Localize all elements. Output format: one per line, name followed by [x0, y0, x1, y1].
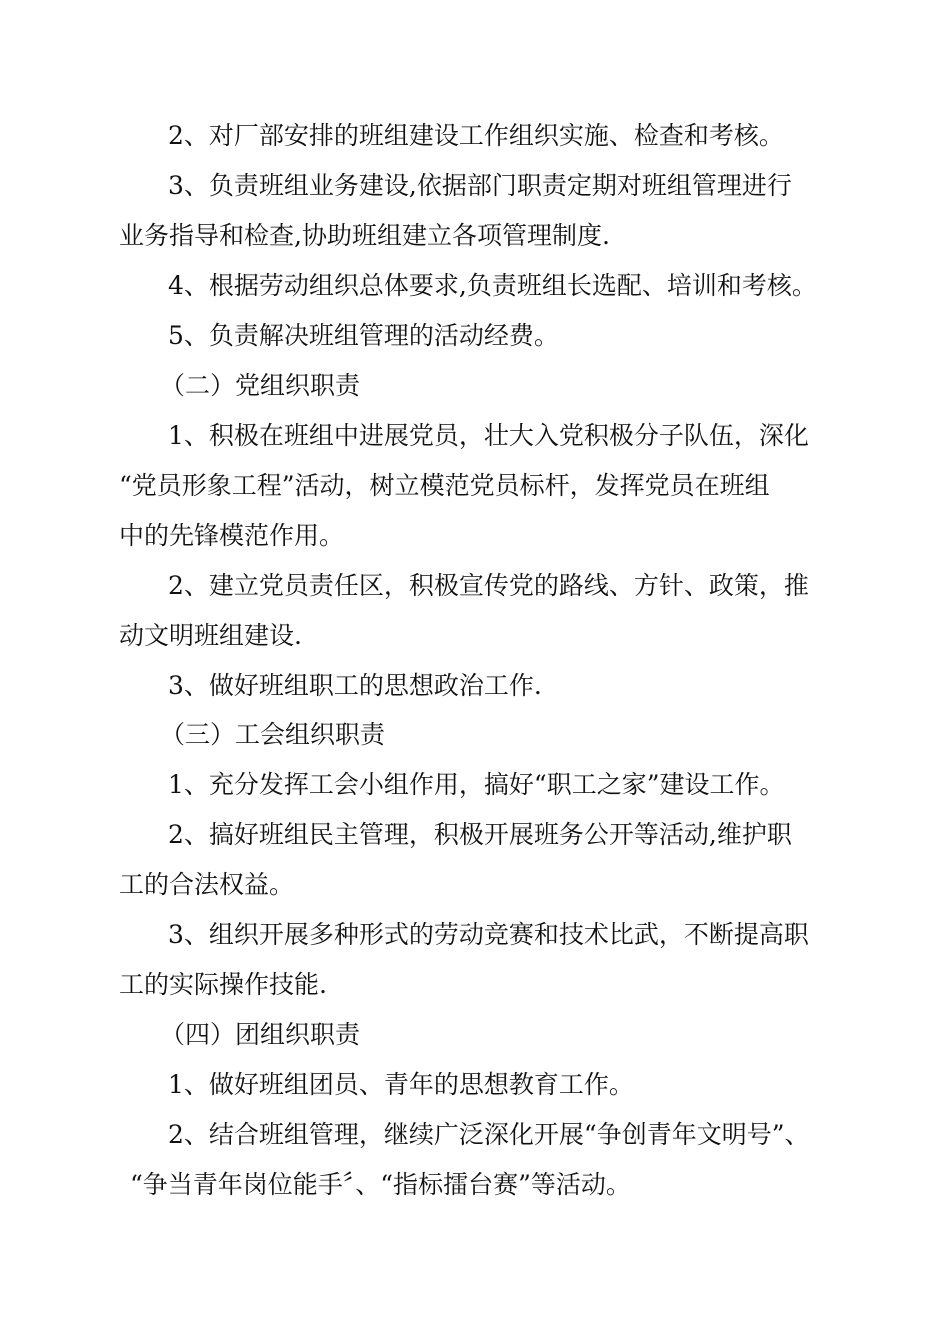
text-line: 4、根据劳动组织总体要求,负责班组长选配、培训和考核。: [168, 271, 817, 300]
text-line: 工的合法权益。: [119, 870, 295, 899]
text-line: 3、组织开展多种形式的劳动竞赛和技术比武，不断提高职: [168, 920, 809, 949]
text-line: 5、负责解决班组管理的活动经费。: [168, 321, 559, 350]
text-line: “争当青年岗位能手〞、“指标擂台赛”等活动。: [130, 1170, 631, 1199]
text-line: 1、充分发挥工会小组作用，搞好“职工之家”建设工作。: [168, 770, 785, 799]
text-line: 工的实际操作技能.: [119, 970, 327, 999]
section-heading: （四）团组织职责: [160, 1020, 361, 1049]
text-line: 3、做好班组职工的思想政治工作.: [168, 671, 542, 700]
text-line: 2、搞好班组民主管理，积极开展班务公开等活动,维护职: [168, 820, 792, 849]
text-line: 2、建立党员责任区，积极宣传党的路线、方针、政策，推: [168, 571, 809, 600]
text-line: 中的先锋模范作用。: [119, 521, 345, 550]
text-line: 动文明班组建设.: [119, 621, 302, 650]
section-heading: （三）工会组织职责: [160, 720, 386, 749]
text-line: 1、积极在班组中进展党员，壮大入党积极分子队伍，深化: [168, 421, 809, 450]
text-line: 3、负责班组业务建设,依据部门职责定期对班组管理进行: [168, 171, 792, 200]
text-line: 1、做好班组团员、青年的思想教育工作。: [168, 1070, 634, 1099]
section-heading: （二）党组织职责: [160, 371, 361, 400]
text-line: 2、结合班组管理，继续广泛深化开展“争创青年文明号”、: [168, 1120, 810, 1149]
text-line: 业务指导和检查,协助班组建立各项管理制度.: [119, 221, 610, 250]
text-line: “党员形象工程”活动，树立模范党员标杆，发挥党员在班组: [119, 471, 770, 500]
text-line: 2、对厂部安排的班组建设工作组织实施、检查和考核。: [168, 121, 784, 150]
